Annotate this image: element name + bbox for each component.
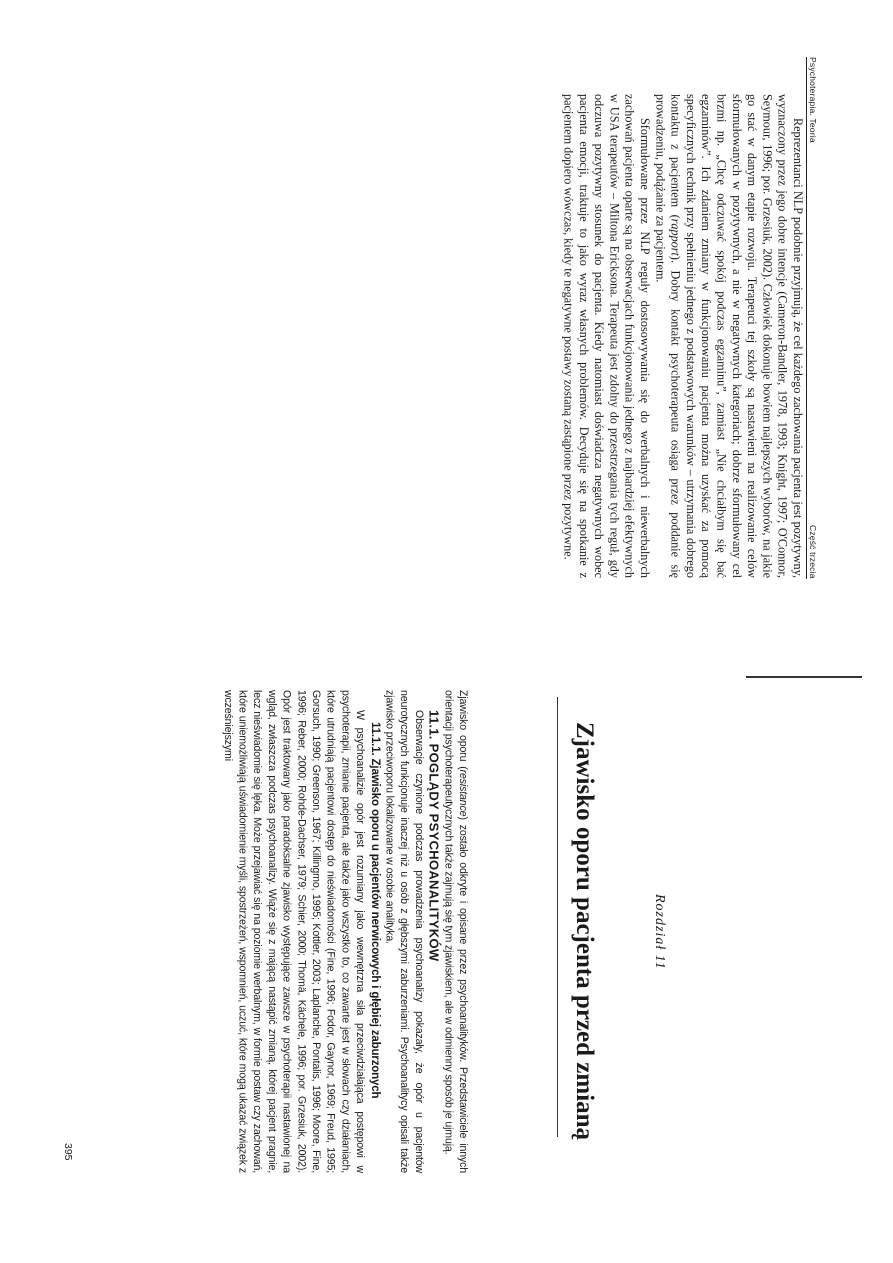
paragraph-nlp-rules: Sformułowane przez NLP reguły dostosowywania się do werbalnych i niewerbalnych zachowań pacjenta oparte są na obserwacjach funkcjonowania jednego z najbardziej efektywnych w USA terapeutów – Miltona Ericksona. Terapeuta jest zdolny do przestrzegania tych reguł, gdy odczuwa pozytywny stosunek do pacjenta. Kiedy natomiast doświadcza negatywnych wobec pacjenta emocji, traktuje to jako wyraz własnych problemów. Decyduje się na spotkanie z pacjentem dopiero wówczas, kiedy te negatywne postawy zostaną zastąpione przez pozytywne.: [561, 94, 653, 578]
chapter-label: Rozdział 11: [652, 893, 667, 970]
text-segment: ) zostało odkryte i opisane przez psychoanalityków. Przedstawiciele innych orientacji psychoterapeutycznych także zajmują się tym zjawiskiem, ale w odmienny sposób je ujmują.: [442, 690, 469, 1173]
text-segment: ). Dobry kontakt psychoterapeuta osiąga przez poddanie się prowadzeniu, podążanie za pacjentem.: [653, 94, 683, 578]
right-page-body: [220, 690, 470, 1173]
left-page-body: [560, 94, 805, 578]
header-part-title: Część trzecia: [808, 525, 818, 579]
paragraph-subsection: W psychoanalizie opór jest rozumiany jako wewnętrzna siła przeciwdziałająca postępowi w psychoterapii, zmianie pacjenta, ale także jako wszystko to, co zawarte jest w słowach czy działaniach, które utrudniają pacjentowi dostęp do nieświadomości (Fine, 1996; Fodor, Gaynor, 1969; Freud, 1995; Gorsuch, 1990; Greenson, 1967; Killingmo, 1995; Kottler, 2003; Laplanche, Pontalis, 1996; Moore, Fine, 1996; Reber, 2000; Rohde-Dachser, 1979; Schier, 2000; Thomä, Kächele, 1996; por. Grzesiuk, 2002). Opór jest traktowany jako paradoksalne zjawisko występujące zawsze w psychoterapii nastawionej na wgląd, zwłaszcza podczas psychoanalizy. Wiąże się z mającą nastąpić zmianą, której pacjent pragnie, lecz nieświadomie się lęka. Może przejawiać się na poziomie werbalnym, w formie postaw czy zachowań, które uniemożliwiają uświadomienie myśli, spostrzeżeń, wspomnień, uczuć, które mogą ukazać związek z wcześniejszymi: [221, 690, 367, 1173]
chapter-title: Zjawisko oporu pacjenta przed zmianą: [571, 722, 598, 1141]
title-rule: [557, 697, 558, 1137]
text-segment: Zjawisko oporu (: [457, 690, 469, 770]
text-segment: Reprezentanci NLP podobnie przyjmują, że cel każdego zachowania pacjenta jest pozytywny, wyznaczony przez jego dobre intencje (Cameron-Bandler, 1978, 1993; Knight, 1997; O'Connor, Seymour, 1996; por. Grzesiuk, 2002). Człowiek dokonuje bowiem najlepszych wyborów, na jakie go stać w danym etapie rozwoju. Terapeuci tej szkoły są nastawieni na realizowanie celów sformułowanych w pozytywnych, a nie w negatywnych kategoriach; dobrze sformułowany cel brzmi np. „Chcę odczuwać spokój podczas egzaminu”, zamiast „Nie chciałbym się bać egzaminów”. Ich zdaniem zmiany w funkcjonowaniu pacjenta można uzyskać za pomocą specyficznych technik przy spełnieniu jednego z podstawowych warunków – utrzymania dobrego kontaktu z pacjentem (: [668, 94, 805, 578]
subsection-heading: 11.1.1. Zjawisko oporu u pacjentów nerwicowych i głębiej zaburzonych: [368, 722, 381, 1099]
paragraph-intro: [441, 690, 470, 1173]
paragraph-nlp-intentions: [652, 94, 805, 578]
header-book-title: Psychoterapia. Teoria: [808, 57, 818, 143]
paragraph-section: Obserwacje czynione podczas prowadzenia psychoanalizy pokazały, że opór u pacjentów neurotycznych funkcjonuje inaczej niż u osób z głębszymi zaburzeniami. Psychoanalitycy opisali także zjawisko przeciwoporu lokalizowane w osobie analityka.: [383, 690, 425, 1173]
section-heading: 11.1. POGLĄDY PSYCHOANALITYKÓW: [426, 710, 442, 962]
page-number: 395: [62, 1143, 74, 1161]
italic-term: rapport: [668, 218, 683, 256]
page-divider: [746, 676, 862, 678]
running-header: [806, 57, 818, 579]
italic-term: resistance: [457, 769, 469, 817]
